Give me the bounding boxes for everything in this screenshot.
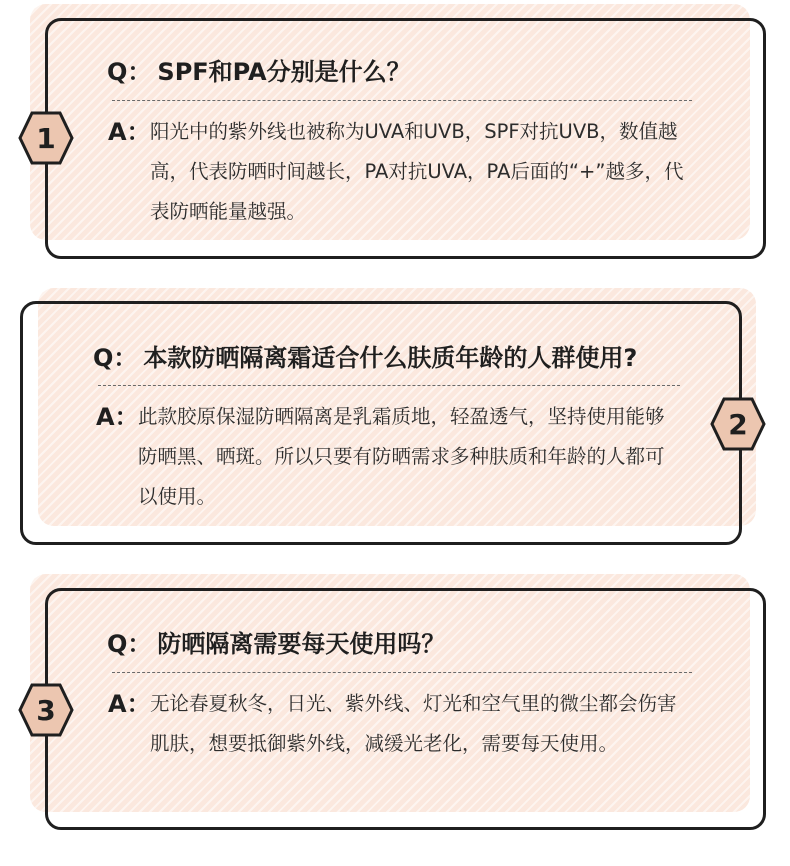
number-badge (18, 110, 74, 166)
answer-text: 无论春夏秋冬，日光、紫外线、灯光和空气里的微尘都会伤害肌肤，想要抵御紫外线，减缓光老化，需要每天使用。 (150, 692, 677, 755)
answer-label: A： (108, 690, 151, 718)
faq-card-1 (0, 0, 790, 270)
question-text: 防晒隔离需要每天使用吗？ (157, 630, 446, 658)
question-label: Q： (107, 630, 152, 658)
badge-number: 2 (728, 408, 748, 441)
question-text: 本款防晒隔离霜适合什么肤质年龄的人群使用? (143, 344, 638, 372)
faq-card-3 (0, 572, 790, 842)
badge-number: 1 (36, 122, 56, 155)
question-text: SPF和PA分别是什么？ (157, 58, 411, 86)
answer (108, 684, 690, 764)
question (107, 624, 445, 659)
faq-card-2 (0, 286, 790, 556)
answer-text: 阳光中的紫外线也被称为UVA和UVB，SPF对抗UVB，数值越高，代表防晒时间越长，PA对抗UVA，PA后面的“+”越多，代表防晒能量越强。 (150, 120, 684, 223)
divider (98, 385, 680, 386)
number-badge (710, 396, 766, 452)
answer-label: A： (108, 118, 151, 146)
answer (108, 112, 690, 232)
divider (112, 672, 692, 673)
question (93, 338, 637, 373)
badge-number: 3 (36, 694, 56, 727)
question-label: Q： (107, 58, 152, 86)
question (107, 52, 411, 87)
divider (112, 100, 692, 101)
answer-text: 此款胶原保湿防晒隔离是乳霜质地，轻盈透气，坚持使用能够防晒黑、晒斑。所以只要有防晒需求多种肤质和年龄的人都可以使用。 (138, 405, 665, 508)
answer-label: A： (96, 403, 139, 431)
answer (96, 397, 682, 517)
question-label: Q： (93, 344, 138, 372)
number-badge (18, 682, 74, 738)
